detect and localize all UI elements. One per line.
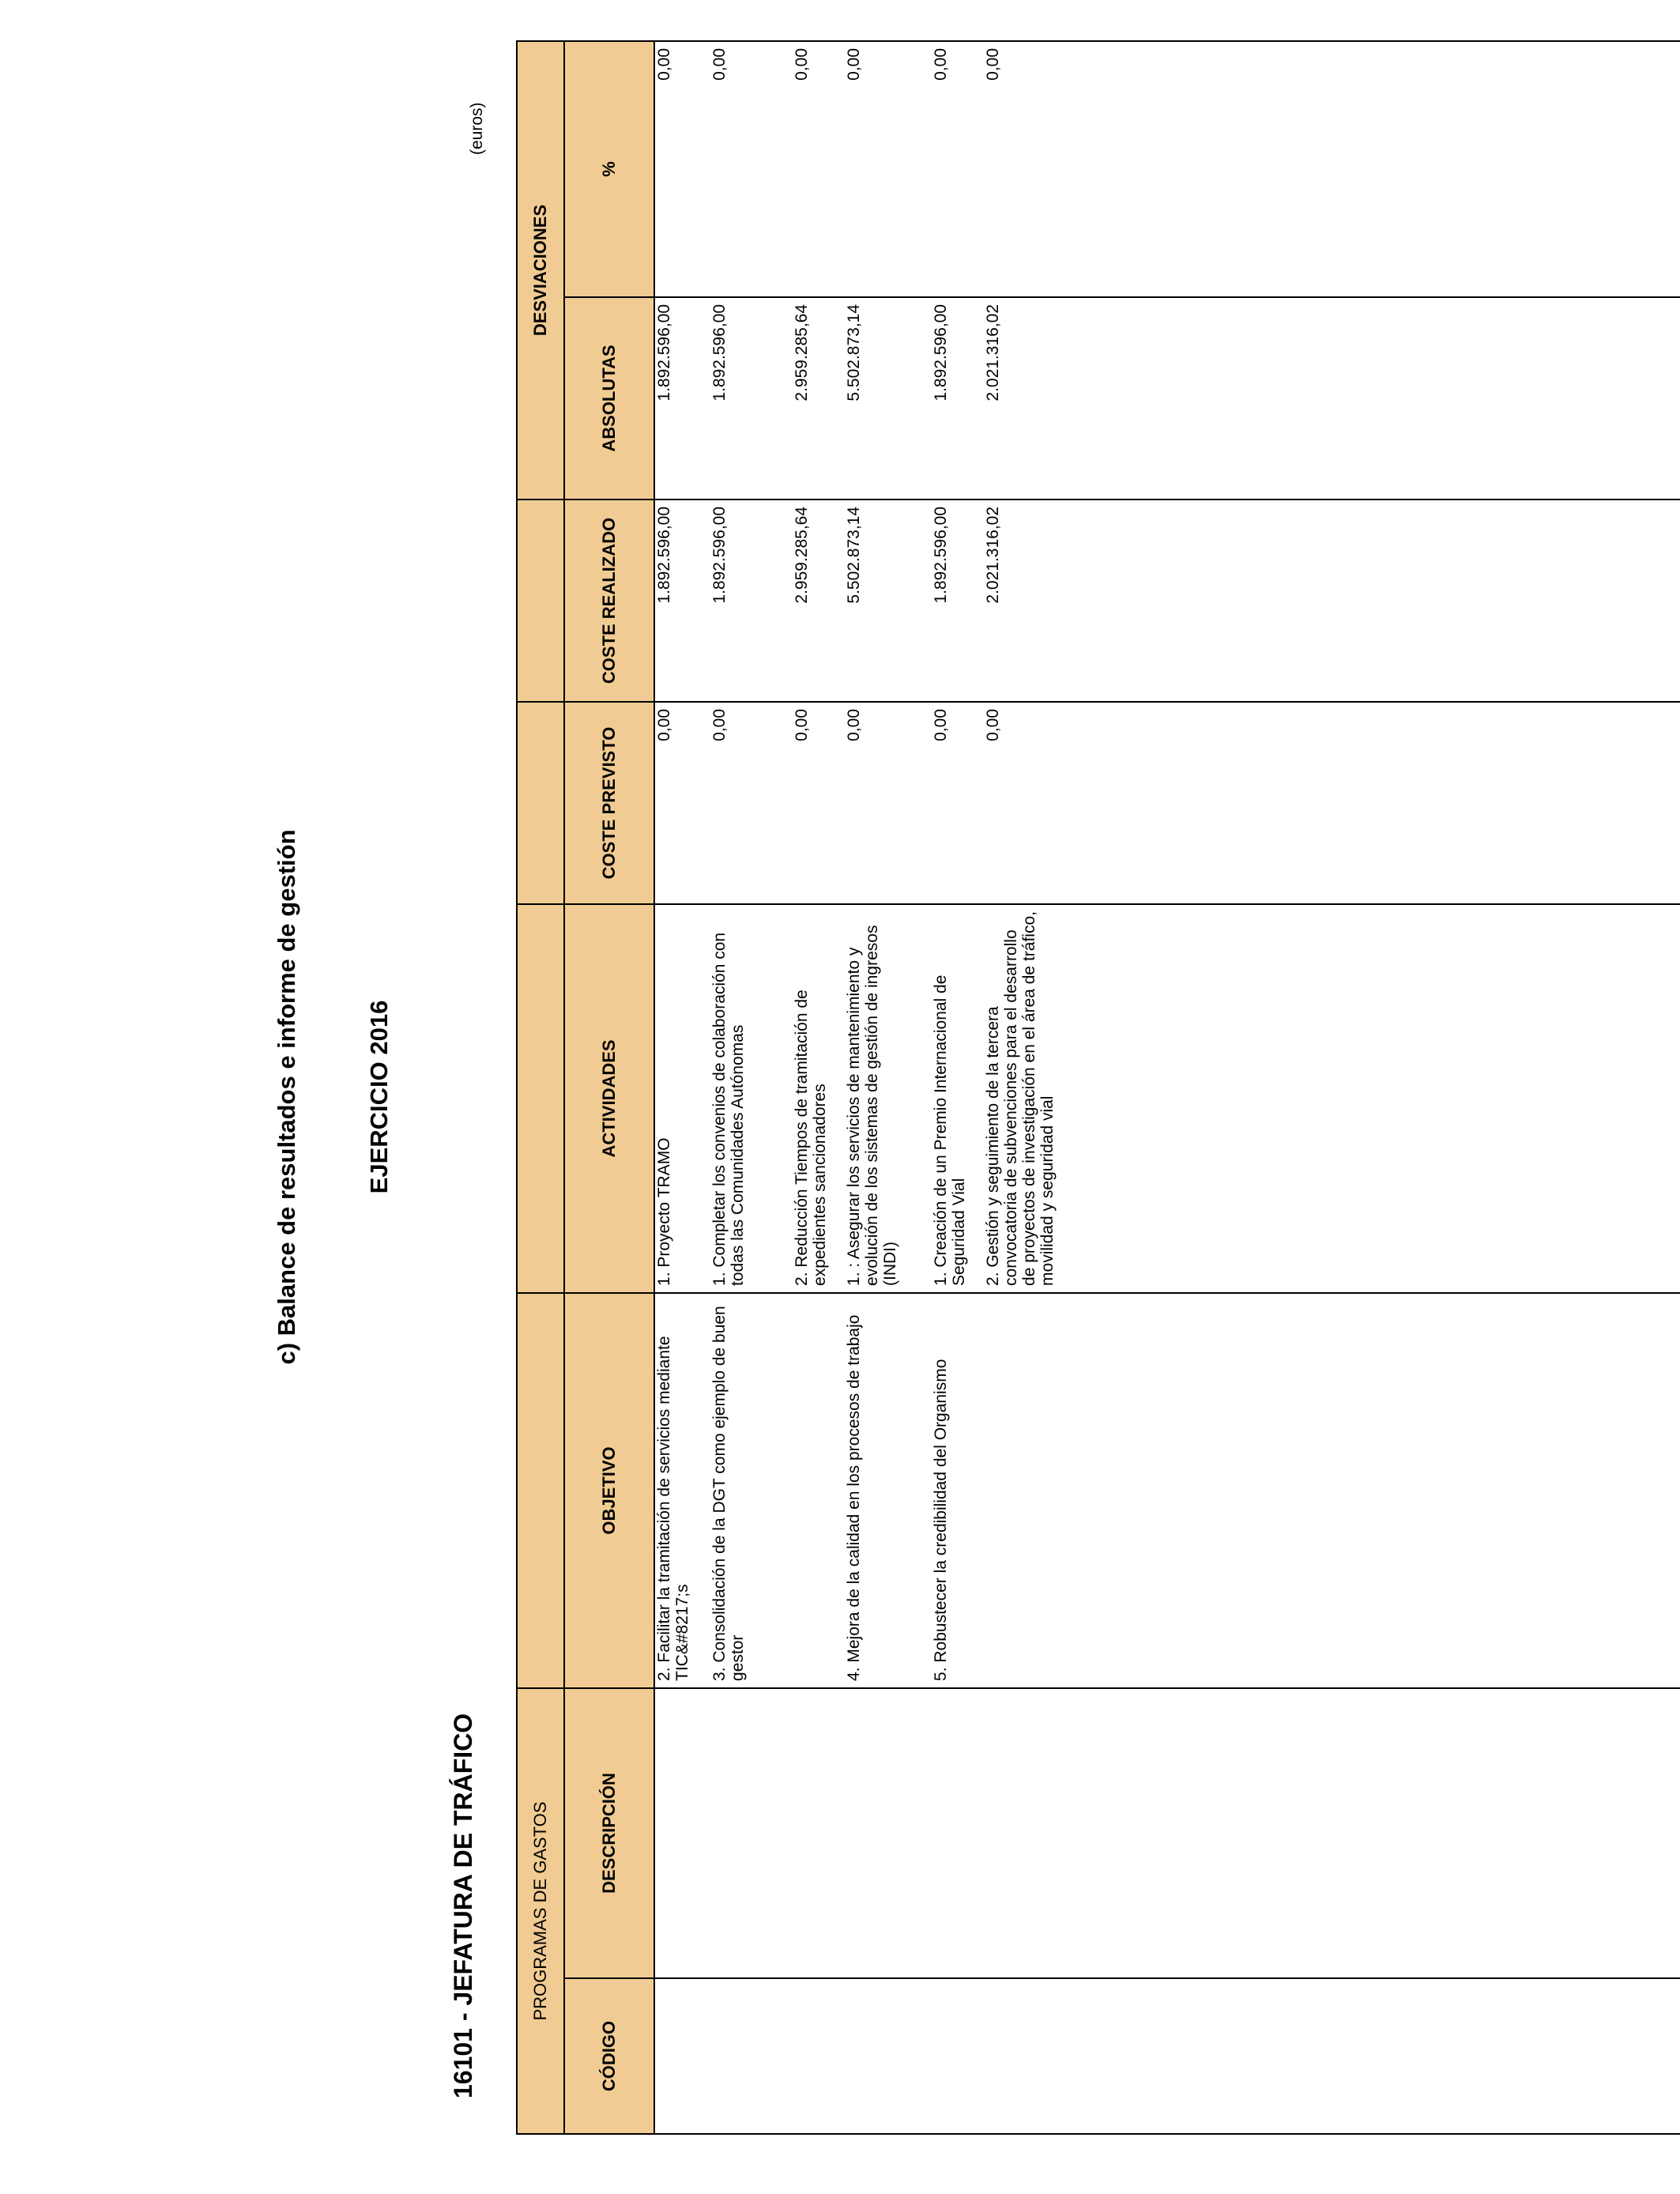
previsto-value: 0,00 bbox=[984, 708, 1002, 741]
header-coste-previsto: COSTE PREVISTO bbox=[564, 702, 654, 904]
objetivo-entry: 5. Robustecer la credibilidad del Organismo bbox=[932, 1359, 950, 1681]
exercise-year: EJERCICIO 2016 bbox=[365, 1000, 393, 1194]
realizado-value: 2.021.316,02 bbox=[984, 506, 1002, 604]
units-label: (euros) bbox=[468, 102, 486, 155]
pct-value: 0,00 bbox=[793, 47, 811, 81]
coste-realizado-cell bbox=[654, 499, 1680, 702]
realizado-value: 1.892.596,00 bbox=[710, 506, 729, 604]
header-previsto-top bbox=[517, 702, 564, 904]
pct-value: 0,00 bbox=[984, 47, 1002, 81]
results-table bbox=[516, 40, 1680, 2135]
objetivo-entry: 2. Facilitar la tramitación de servicios mediante TIC&#8217;s bbox=[655, 1336, 691, 1681]
objetivo-entry: 4. Mejora de la calidad en los procesos de trabajo bbox=[845, 1314, 863, 1681]
objetivo-entry: 3. Consolidación de la DGT como ejemplo de buen gestor bbox=[710, 1306, 747, 1681]
pct-value: 0,00 bbox=[845, 47, 863, 81]
actividad-entry: 2. Gestión y seguimiento de la tercera convocatoria de subvenciones para el desarrollo de proyectos de investigación en el área de tráfico, movilidad y seguridad vial bbox=[984, 911, 1057, 1286]
document-title: c) Balance de resultados e informe de gestión bbox=[273, 829, 300, 1365]
objetivo-cell bbox=[654, 1293, 1680, 1688]
header-codigo: CÓDIGO bbox=[564, 1978, 654, 2134]
pct-value: 0,00 bbox=[655, 47, 673, 81]
previsto-value: 0,00 bbox=[710, 708, 729, 741]
actividad-entry: 1. Completar los convenios de colaboración con todas las Comunidades Autónomas bbox=[710, 932, 747, 1286]
previsto-value: 0,00 bbox=[845, 708, 863, 741]
realizado-value: 2.959.285,64 bbox=[793, 506, 811, 604]
actividad-entry: 1. Proyecto TRAMO bbox=[655, 1137, 673, 1286]
header-actividades: ACTIVIDADES bbox=[564, 904, 654, 1293]
header-row-2 bbox=[564, 41, 654, 2134]
previsto-value: 0,00 bbox=[655, 708, 673, 741]
realizado-value: 5.502.873,14 bbox=[845, 506, 863, 604]
absolutas-value: 2.021.316,02 bbox=[984, 303, 1002, 401]
coste-previsto-cell bbox=[654, 702, 1680, 904]
table-body-row bbox=[654, 41, 1680, 2134]
absolutas-value: 1.892.596,00 bbox=[932, 303, 950, 401]
pct-cell bbox=[654, 41, 1680, 297]
organization-heading: 16101 - JEFATURA DE TRÁFICO bbox=[449, 1713, 477, 2098]
actividad-entry: 1. : Asegurar los servicios de mantenimiento y evolución de los sistemas de gestión de ingresos (INDI) bbox=[845, 925, 899, 1286]
descripcion-cell bbox=[654, 1688, 1680, 1978]
header-absolutas: ABSOLUTAS bbox=[564, 297, 654, 499]
header-desviaciones: DESVIACIONES bbox=[517, 41, 564, 499]
header-actividades-top bbox=[517, 904, 564, 1293]
header-pct: % bbox=[564, 41, 654, 297]
header-row-1 bbox=[517, 41, 564, 2134]
header-objetivo: OBJETIVO bbox=[564, 1293, 654, 1688]
absolutas-cell bbox=[654, 297, 1680, 499]
absolutas-value: 1.892.596,00 bbox=[710, 303, 729, 401]
header-objetivo-top bbox=[517, 1293, 564, 1688]
actividad-entry: 1. Creación de un Premio Internacional de Seguridad Vial bbox=[932, 974, 968, 1286]
realizado-value: 1.892.596,00 bbox=[932, 506, 950, 604]
header-coste-realizado: COSTE REALIZADO bbox=[564, 499, 654, 702]
pct-value: 0,00 bbox=[710, 47, 729, 81]
pct-value: 0,00 bbox=[932, 47, 950, 81]
actividad-entry: 2. Reducción Tiempos de tramitación de expedientes sancionadores bbox=[793, 990, 829, 1286]
actividades-cell bbox=[654, 904, 1680, 1293]
codigo-cell bbox=[654, 1978, 1680, 2134]
header-realizado-top bbox=[517, 499, 564, 702]
previsto-value: 0,00 bbox=[932, 708, 950, 741]
realizado-value: 1.892.596,00 bbox=[655, 506, 673, 604]
header-descripcion: DESCRIPCIÓN bbox=[564, 1688, 654, 1978]
absolutas-value: 5.502.873,14 bbox=[845, 303, 863, 401]
absolutas-value: 2.959.285,64 bbox=[793, 303, 811, 401]
previsto-value: 0,00 bbox=[793, 708, 811, 741]
header-programas: PROGRAMAS DE GASTOS bbox=[517, 1688, 564, 2134]
absolutas-value: 1.892.596,00 bbox=[655, 303, 673, 401]
